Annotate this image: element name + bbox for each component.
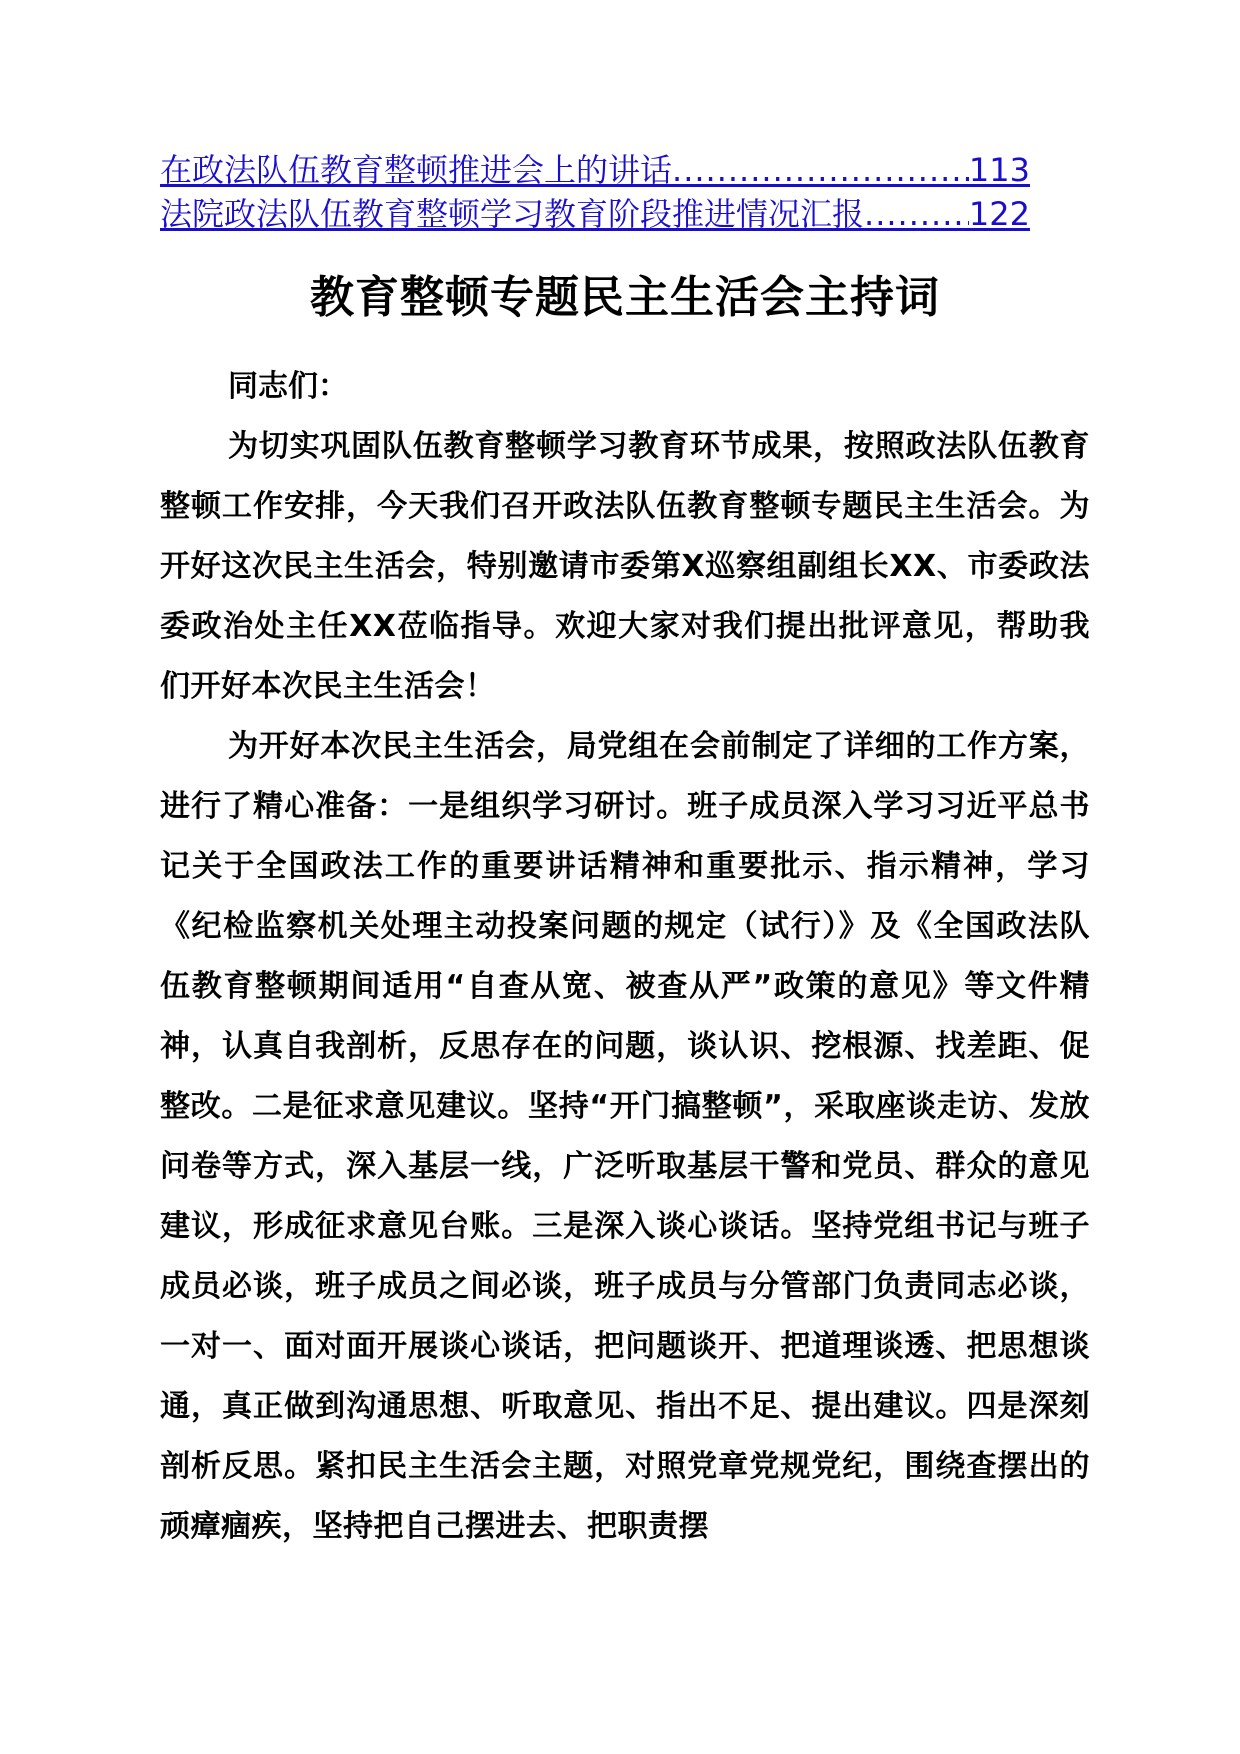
salutation: 同志们： [228, 369, 348, 405]
toc-dot-leader [864, 192, 969, 236]
document-page [160, 148, 1090, 1557]
toc-entry-report[interactable] [160, 192, 1030, 236]
toc-entry-title: 法院政法队伍教育整顿学习教育阶段推进情况汇报 [160, 195, 865, 233]
body-paragraph-1: 为切实巩固队伍教育整顿学习教育环节成果，按照政法队伍教育整顿工作安排，今天我们召开政法队伍教育整顿专题民主生活会。为开好这次民主生活会，特别邀请市委第X巡察组副组长XX、市委政法委政治处主任XX莅临指导。欢迎大家对我们提出批评意见，帮助我们开好本次民主生活会！ [160, 429, 1090, 705]
toc-entry-title: 在政法队伍教育整顿推进会上的讲话 [160, 151, 673, 189]
body-paragraph-2: 为开好本次民主生活会，局党组在会前制定了详细的工作方案，进行了精心准备：一是组织学习研讨。班子成员深入学习习近平总书记关于全国政法工作的重要讲话精神和重要批示、指示精神，学习《纪检监察机关处理主动投案问题的规定（试行）》及《全国政法队伍教育整顿期间适用“自查从宽、被查从严”政策的意见》等文件精神，认真自我剖析，反思存在的问题，谈认识、挖根源、找差距、促整改。二是征求意见建议。坚持“开门搞整顿”，采取座谈走访、发放问卷等方式，深入基层一线，广泛听取基层干警和党员、群众的意见建议，形成征求意见台账。三是深入谈心谈话。坚持党组书记与班子成员必谈，班子成员之间必谈，班子成员与分管部门负责同志必谈，一对一、面对面开展谈心谈话，把问题谈开、把道理谈透、把思想谈通，真正做到沟通思想、听取意见、指出不足、提出建议。四是深刻剖析反思。紧扣民主生活会主题，对照党章党规党纪，围绕查摆出的顽瘴痼疾，坚持把自己摆进去、把职责摆 [160, 729, 1090, 1545]
toc-entry-page: 122 [968, 195, 1030, 233]
document-title: 教育整顿专题民主生活会主持词 [310, 272, 940, 323]
toc-entry-page: 113 [968, 151, 1030, 189]
toc-entry-speech[interactable] [160, 148, 1030, 192]
toc-dot-leader [672, 148, 969, 192]
table-of-contents [160, 148, 1030, 236]
